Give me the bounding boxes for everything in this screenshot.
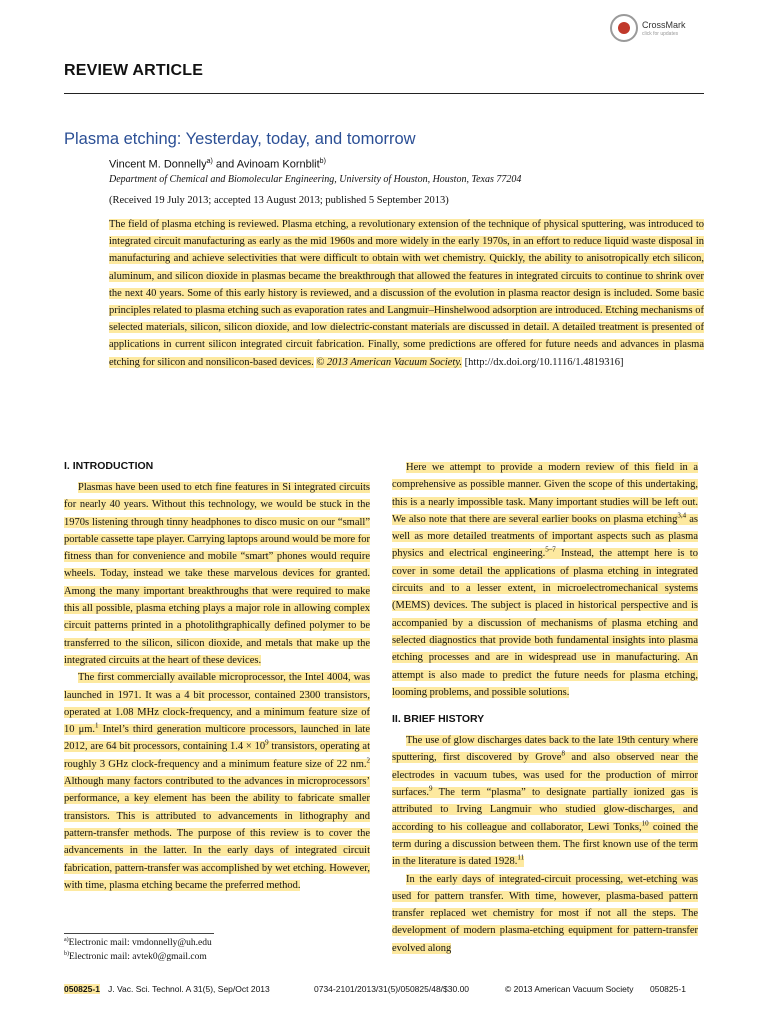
page-footer [64,984,704,998]
header-rule [64,93,704,94]
received-dates: (Received 19 July 2013; accepted 13 August 2013; published 5 September 2013) [109,195,449,206]
abstract-copyright: © 2013 American Vacuum Society. [316,356,463,368]
footnote-a: $^{a)}$Electronic mail: vmdonnelly@uh.edu [64,937,212,949]
authors [109,158,326,171]
section-heading-introduction: I. INTRODUCTION [64,460,154,472]
footnote-email-1[interactable]: Electronic mail: vmdonnelly@uh.edu [68,938,212,949]
footer-society: © 2013 American Vacuum Society [505,984,634,994]
footnote-b: $^{b)}$Electronic mail: avtek0@gmail.com [64,951,207,963]
footer-code: 0734-2101/2013/31(5)/050825/48/$30.00 [314,984,470,994]
section-heading-brief-history: II. BRIEF HISTORY [392,713,485,726]
intro-paragraph-2: The first commercially available microprocessor, the Intel 4004, was launched in 1971. It was a 4 bit processor, contained 2300 transistors, operated at 1.08 MHz clock-frequency, and a minimum feature size of 10 μm.$^1$ Intel’s third generation multicore processors, launched in late 2012, are 64 bit processors, containing $1.4 \times 10^9$ transistors, operating at roughly 3 GHz clock-frequency and a minimum feature size of 22 nm.$^2$ Although many factors contributed to the advances in microprocessors’ performance, a key element has been the ability to fabricate smaller transistors. This is attributed to advancements in lithography and pattern-transfer methods. The purpose of this review is to cover the advancements in the latter. In the early days of integrated circuit fabrication, pattern-transfer was accomplished by wet etching. However, with time, plasma etching became the preferred method. [64,672,371,891]
footer-page-id-right: 050825-1 [650,984,686,994]
left-column [64,459,370,894]
right-column [392,459,698,957]
doi-link[interactable]: [http://dx.doi.org/10.1116/1.4819316] [464,356,624,368]
author-1-mark: a) [206,158,213,165]
citation[interactable]: 2 [366,756,370,765]
footnote-rule [64,933,214,934]
citation[interactable]: 10 [641,819,649,828]
crossmark-badge[interactable] [610,14,730,46]
abstract-text: The field of plasma etching is reviewed. Plasma etching, a revolutionary extension of the technique of physical sputtering, was introduced to integrated circuit manufacturing as early as the mid 1960s and more widely in the early 1970s, in an effort to reduce liquid waste disposal in manufacturing and achieve selectivities that were difficult to obtain with wet chemistry. Quickly, the ability to anisotropically etch silicon, aluminum, and silicon dioxide in plasmas became the breakthrough that allowed the features in integrated circuits to continue to shrink over the next 40 years. Some of this early history is reviewed, and a discussion of the evolution in plasma reactor design is included. Some basic principles related to plasma etching such as evaporation rates and Langmuir–Hinshelwood adsorption are introduced. Etching mechanisms of selected materials, silicon, silicon dioxide, and low dielectric-constant materials are discussed in detail. A detailed treatment is presented of applications in current silicon integrated circuit fabrication. Finally, some predictions are offered for future needs and advances in plasma etching for silicon and nonsilicon-based devices. [109,219,704,368]
citation[interactable]: 5–7 [545,545,556,554]
footer-journal: J. Vac. Sci. Technol. A 31(5), Sep/Oct 2013 [108,984,270,994]
exponent: 9 [265,738,269,747]
citation[interactable]: 1 [95,721,99,730]
intro-paragraph-1: Plasmas have been used to etch fine features in Si integrated circuits for nearly 40 years. Without this technology, we would be stuck in the 1970s listening through tinny headphones to disco music on our “small” portable cassette tape player. Carrying laptops around would be more for fitness than for convenience and mobile “smart” phones would require wheels. Today, instead we take these marvelous devices for granted. Among the many important breakthroughs that were required to make this all possible, plasma etching plays a major role in allowing complex circuit patterns printed in a photolithgraphically defined polymer to be transferred to the silicon, silicon dioxide, and metals that make up the integrated circuits at the heart of these devices. [64,482,370,666]
citation[interactable]: 3,4 [677,511,687,520]
article-title: Plasma etching: Yesterday, today, and tomorrow [64,130,416,148]
affiliation: Department of Chemical and Biomolecular Engineering, University of Houston, Houston, Texas 77204 [109,174,522,185]
author-2: Avinoam Kornblit [236,158,320,171]
citation[interactable]: 8 [561,749,565,758]
author-2-mark: b) [319,158,326,165]
author-and: and [212,158,237,171]
history-paragraph-2: In the early days of integrated-circuit processing, wet-etching was used for pattern transfer. With time, however, plasma-based pattern transfer replaced wet chemistry for most if not all the steps. The development of modern plasma-etching equipment for pattern-transfer evolved along [392,873,698,954]
crossmark-icon [610,14,638,42]
crossmark-label: CrossMark [642,20,686,30]
citation[interactable]: 11 [517,853,525,862]
section-label: REVIEW ARTICLE [64,62,204,79]
crossmark-sublabel: click for updates [642,31,679,37]
history-paragraph-1: The use of glow discharges dates back to the late 19th century where sputtering, first discovered by Grove$^8$ and also observed near the electrodes in vacuum tubes, was used for the production of mirror surfaces.$^9$ The term “plasma” to designate partially ionized gas is attributed to Irving Langmuir who studied glow-discharges, and according to his colleague and collaborator, Lewi Tonks,$^{10}$ coined the term during a discussion between them. The first known use of the term in the literature is dated 1928.11 [392,735,699,868]
citation[interactable]: 9 [429,784,433,793]
intro-paragraph-3: Here we attempt to provide a modern review of this field in a comprehensive as possible manner. Given the scope of this undertaking, this is a nearly impossible task. Many important studies will be left out. We also note that there are several earlier books on plasma etching$^{3,4}$ as well as more detailed treatments of important aspects such as plasma physics and electrical engineering.$^{5-7}$ Instead, the attempt here is to cover in some detail the applications of plasma etching in integrated circuits and to a lesser extent, in microelectromechanical systems (MEMS) devices. The subject is placed in historical perspective and is accompanied by a discussion of mechanisms of plasma etching and selected diagnostics that provide both fundamental insights into plasma etching processes and are in widespread use in manufacturing. An attempt is also made to predict the future needs for plasma etching, looming problems, and possible solutions. [392,462,698,698]
footer-page-id: 050825-1 [64,984,100,994]
author-1: Vincent M. Donnelly [109,158,207,171]
abstract [109,216,704,371]
footnote-email-2[interactable]: Electronic mail: avtek0@gmail.com [69,952,207,963]
